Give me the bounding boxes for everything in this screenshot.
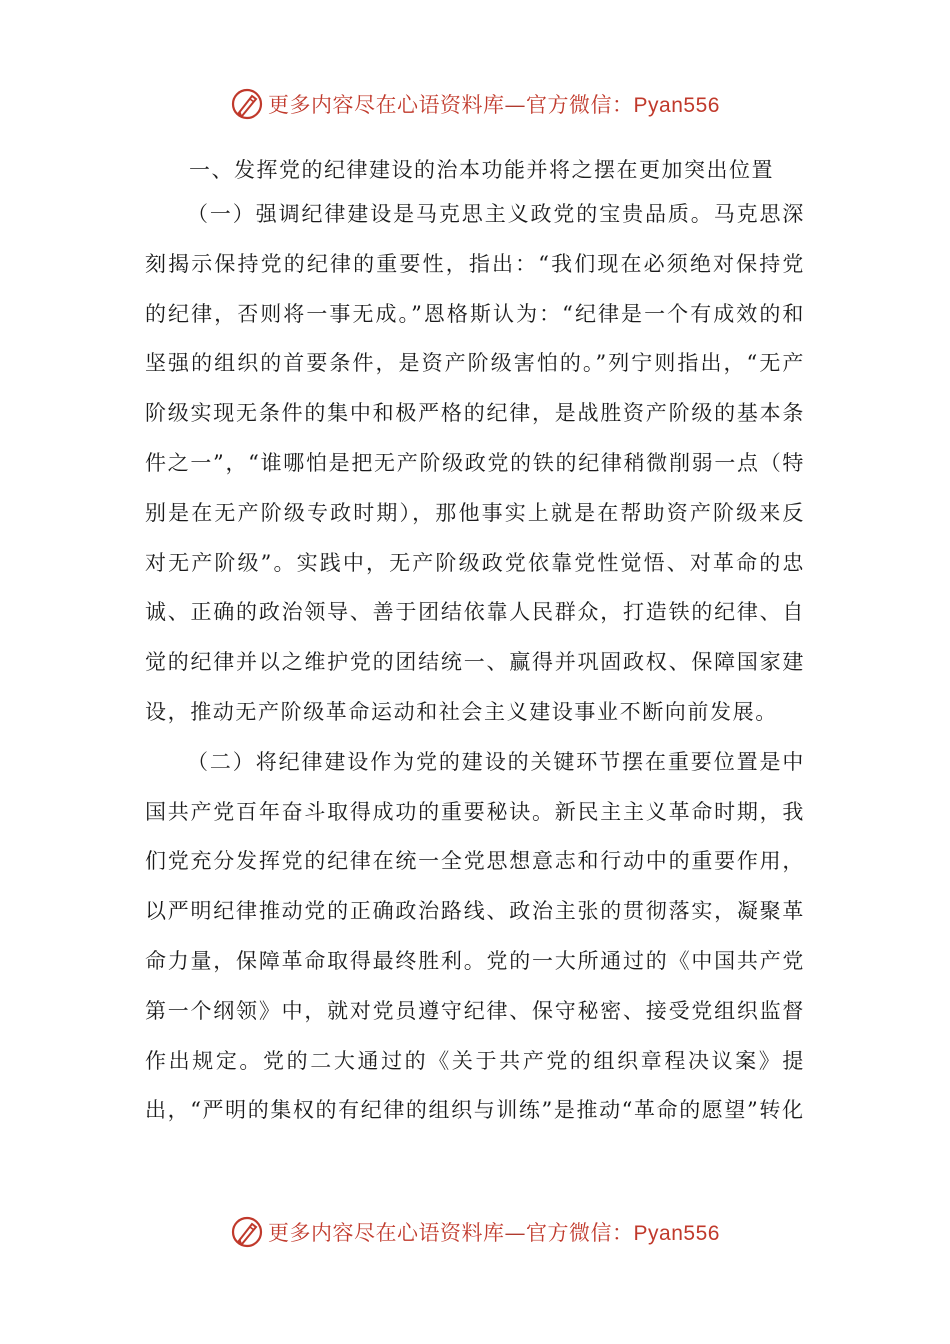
- banner-text: 更多内容尽在心语资料库—官方微信：Pyan556: [268, 93, 720, 117]
- wechat-id: Pyan556: [633, 94, 720, 117]
- pen-logo-icon: [230, 87, 264, 121]
- footer-banner: [0, 1212, 950, 1252]
- wechat-id: Pyan556: [633, 1222, 720, 1245]
- document-body: [145, 150, 805, 1136]
- banner-text: 更多内容尽在心语资料库—官方微信：Pyan556: [268, 1221, 720, 1245]
- paragraph-1: （一）强调纪律建设是马克思主义政党的宝贵品质。马克思深刻揭示保持党的纪律的重要性，指出：“我们现在必须绝对保持党的纪律，否则将一事无成。”恩格斯认为：“纪律是一个有成效的和坚强的组织的首要条件，是资产阶级害怕的。”列宁则指出，“无产阶级实现无条件的集中和极严格的纪律，是战胜资产阶级的基本条件之一”，“谁哪怕是把无产阶级政党的铁的纪律稍微削弱一点（特别是在无产阶级专政时期），那他事实上就是在帮助资产阶级来反对无产阶级”。实践中，无产阶级政党依靠党性觉悟、对革命的忠诚、正确的政治领导、善于团结依靠人民群众，打造铁的纪律、自觉的纪律并以之维护党的团结统一、赢得并巩固政权、保障国家建设，推动无产阶级革命运动和社会主义建设事业不断向前发展。: [145, 202, 805, 724]
- header-banner: [0, 84, 950, 124]
- pen-logo-icon: [230, 1215, 264, 1249]
- section-heading: 一、发挥党的纪律建设的治本功能并将之摆在更加突出位置: [189, 158, 774, 182]
- paragraph-2: （二）将纪律建设作为党的建设的关键环节摆在重要位置是中国共产党百年奋斗取得成功的重要秘诀。新民主主义革命时期，我们党充分发挥党的纪律在统一全党思想意志和行动中的重要作用，以严明纪律推动党的正确政治路线、政治主张的贯彻落实，凝聚革命力量，保障革命取得最终胜利。党的一大所通过的《中国共产党第一个纲领》中，就对党员遵守纪律、保守秘密、接受党组织监督作出规定。党的二大通过的《关于共产党的组织章程决议案》提出，“严明的集权的有纪律的组织与训练”是推动“革命的愿望”转化: [145, 749, 805, 1123]
